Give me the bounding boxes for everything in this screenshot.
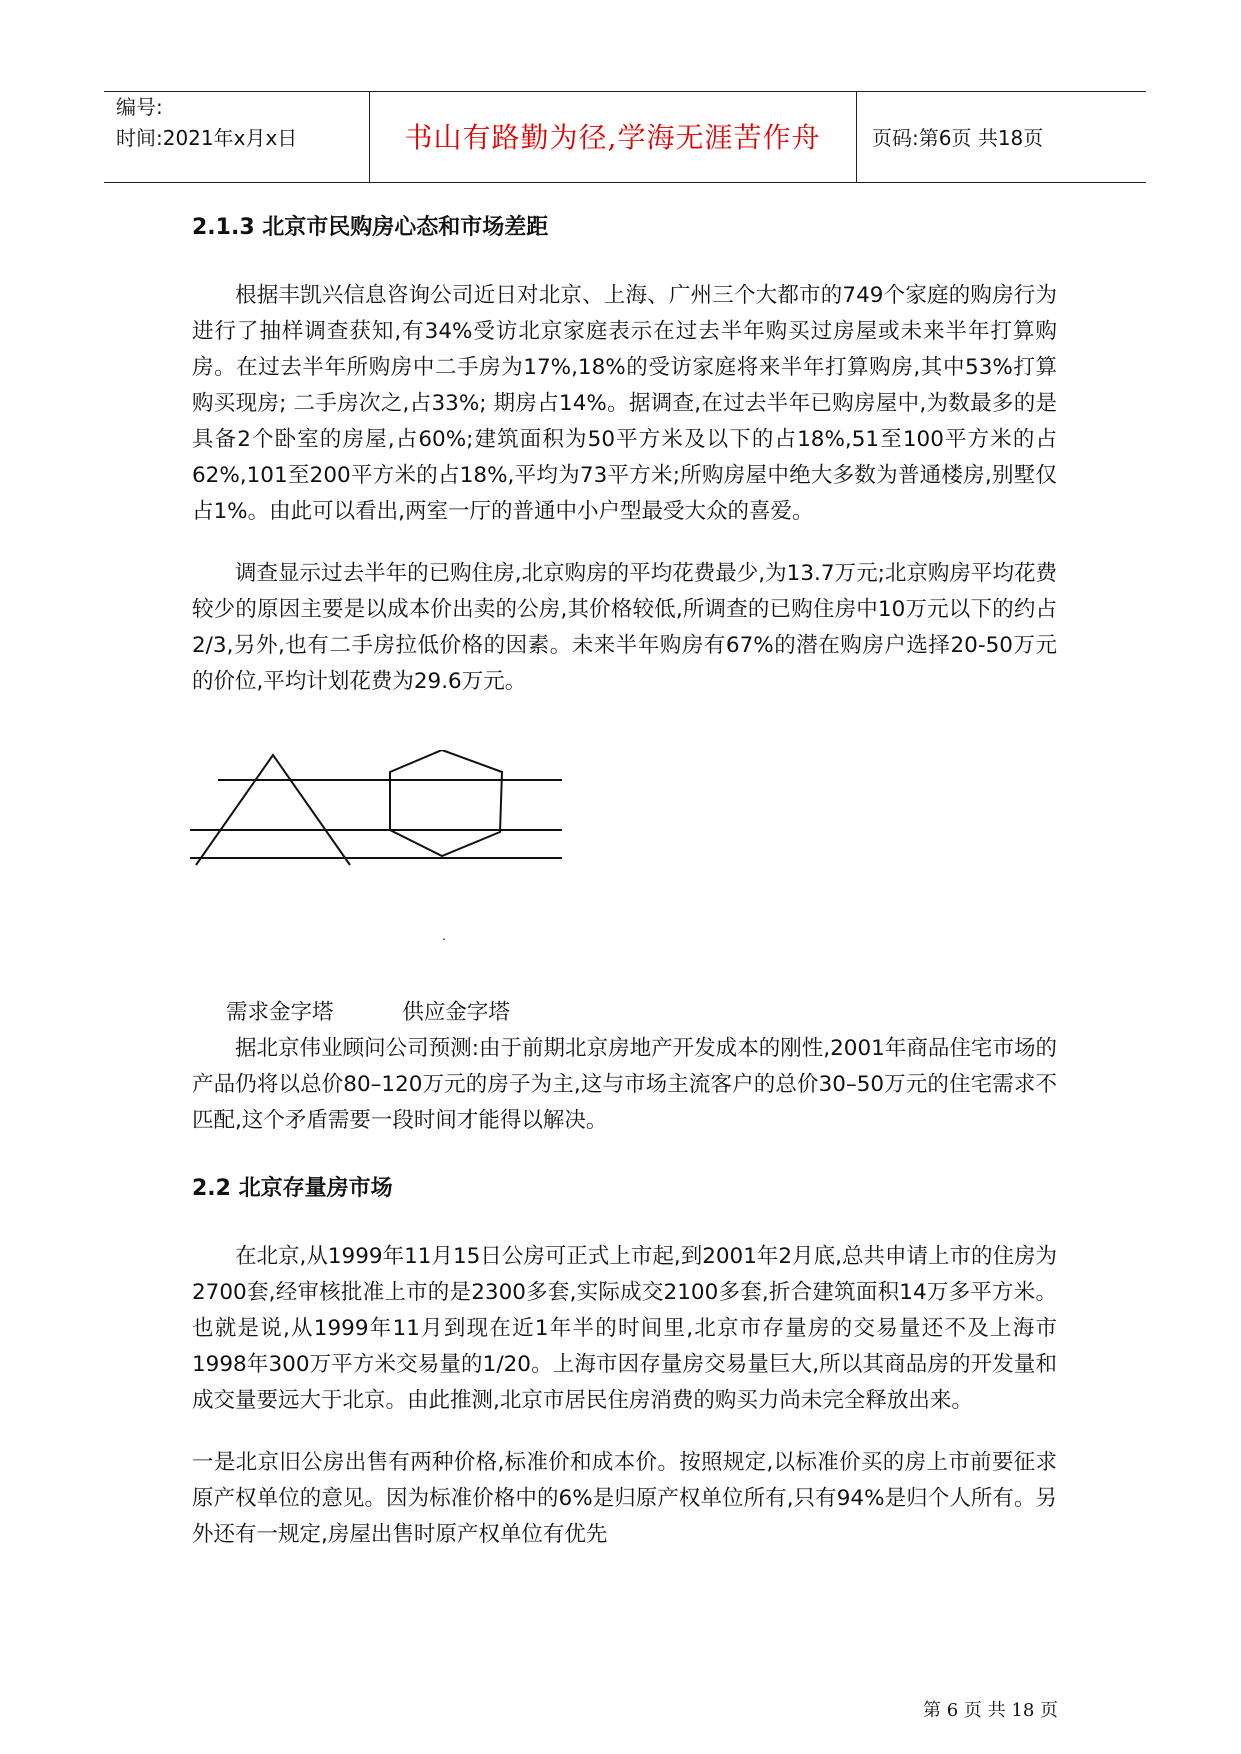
supply-pyramid-shape <box>390 750 502 856</box>
paragraph-forecast: 据北京伟业顾问公司预测:由于前期北京房地产开发成本的刚性,2001年商品住宅市场的产品仍将以总价80–120万元的房子为主,这与市场主流客户的总价30–50万元的住宅需求不匹配,这个矛盾需要一段时间才能得以解决。 <box>192 1036 1057 1133</box>
section-title-2-1-3: 2.1.3 北京市民购房心态和市场差距 <box>192 215 549 240</box>
header-page-label: 页码:第6页 共18页 <box>872 126 1044 150</box>
pyramid-figure <box>192 750 612 995</box>
header-left-cell <box>116 92 297 154</box>
header-motto: 书山有路勤为径,学海无涯苦作舟 <box>404 121 821 154</box>
header-divider-right <box>856 92 857 182</box>
section-title-2-2: 2.2 北京存量房市场 <box>192 1176 393 1201</box>
page-footer: 第 6 页 共 18 页 <box>923 1700 1058 1721</box>
paragraph-old-public-housing: 一是北京旧公房出售有两种价格,标准价和成本价。按照规定,以标准价买的房上市前要征求原产权单位的意见。因为标准价格中的6%是归原产权单位所有,只有94%是归个人所有。另外还有一规定,房屋出售时原产权单位有优先 <box>192 1450 1057 1547</box>
paragraph-spending: 调查显示过去半年的已购住房,北京购房的平均花费最少,为13.7万元;北京购房平均花费较少的原因主要是以成本价出卖的公房,其价格较低,所调查的已购住房中10万元以下的约占2/3,另外,也有二手房拉低价格的因素。未来半年购房有67%的潜在购房户选择20-50万元的价位,平均计划花费为29.6万元。 <box>192 561 1057 694</box>
caption-demand-pyramid: 需求金字塔 <box>226 1000 334 1025</box>
caption-supply-pyramid: 供应金字塔 <box>402 1000 510 1025</box>
paragraph-survey: 根据丰凯兴信息咨询公司近日对北京、上海、广州三个大都市的749个家庭的购房行为进行了抽样调查获知,有34%受访北京家庭表示在过去半年购买过房屋或未来半年打算购房。在过去半年所购房中二手房为17%,18%的受访家庭将来半年打算购房,其中53%打算购买现房; 二手房次之,占33%; 期房占14%。据调查,在过去半年已购房屋中,为数最多的是具备2个卧室的房屋,占60%;建筑面积为50平方米及以下的占18%,51至100平方米的占62%,101至200平方米的占18%,平均为73平方米;所购房屋中绝大多数为普通楼房,别墅仅占1%。由此可以看出,两室一厅的普通中小户型最受大众的喜爱。 <box>192 283 1057 524</box>
paragraph-existing-housing: 在北京,从1999年11月15日公房可正式上市起,到2001年2月底,总共申请上市的住房为2700套,经审核批准上市的是2300多套,实际成交2100多套,折合建筑面积14万多平方米。也就是说,从1999年11月到现在近1年半的时间里,北京市存量房的交易量还不及上海市1998年300万平方米交易量的1/20。上海市因存量房交易量巨大,所以其商品房的开发量和成交量要远大于北京。由此推测,北京市居民住房消费的购买力尚未完全释放出来。 <box>192 1244 1057 1413</box>
figure-caption <box>226 995 1057 1031</box>
header-bottom-rule <box>104 182 1146 183</box>
header-number-label: 编号: <box>116 95 163 119</box>
header-time-label: 时间:2021年x月x日 <box>116 126 298 150</box>
document-body <box>192 210 1057 1553</box>
demand-pyramid-shape <box>196 755 350 865</box>
figure-dot: . <box>442 929 446 943</box>
pyramid-diagram <box>190 750 570 880</box>
